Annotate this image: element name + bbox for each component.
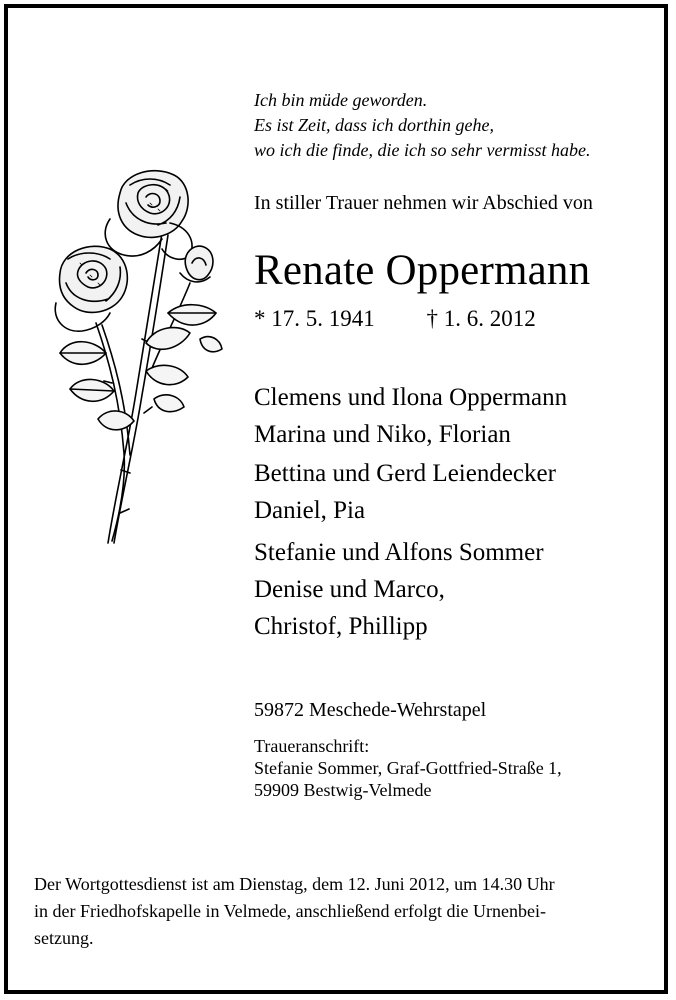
poem [254, 88, 590, 163]
service-notice [34, 871, 644, 952]
service-line: setzung. [34, 928, 94, 948]
family-line: Denise und Marco, [254, 576, 445, 603]
rose-bloom-bottom [55, 246, 127, 331]
service-line: in der Friedhofskapelle in Velmede, anschließend erfolgt die Urnenbei- [34, 901, 546, 921]
family-line: Clemens und Ilona Oppermann [254, 384, 568, 411]
service-line: Der Wortgottesdienst ist am Dienstag, dem 12. Juni 2012, um 14.30 Uhr [34, 874, 555, 894]
family-group [254, 534, 544, 645]
family-line: Marina und Niko, Florian [254, 421, 511, 448]
poem-line: Ich bin müde geworden. [254, 90, 428, 110]
rose-leaves [60, 305, 222, 430]
family-group [254, 455, 556, 529]
intro-text: In stiller Trauer nehmen wir Abschied von [254, 192, 593, 214]
family-line: Bettina und Gerd Leiendecker [254, 460, 556, 487]
address-line: Stefanie Sommer, Graf-Gottfried-Straße 1, [254, 758, 562, 778]
family-line: Christof, Phillipp [254, 613, 428, 640]
rose-illustration [50, 163, 228, 545]
rose-bud [180, 246, 213, 282]
death-date: † 1. 6. 2012 [426, 306, 536, 331]
family-line: Daniel, Pia [254, 497, 366, 524]
poem-line: Es ist Zeit, dass ich dorthin gehe, [254, 115, 494, 135]
family-line: Stefanie und Alfons Sommer [254, 539, 544, 566]
family-group [254, 379, 567, 453]
deceased-name: Renate Oppermann [254, 247, 591, 294]
birth-date: * 17. 5. 1941 [254, 306, 375, 331]
mourning-address [254, 735, 562, 801]
address-label: Traueranschrift: [254, 736, 370, 756]
life-dates [254, 306, 536, 332]
rose-bloom-top [105, 171, 192, 260]
location: 59872 Meschede-Wehrstapel [254, 699, 487, 721]
poem-line: wo ich die finde, die ich so sehr vermisst habe. [254, 140, 591, 160]
address-line: 59909 Bestwig-Velmede [254, 780, 432, 800]
